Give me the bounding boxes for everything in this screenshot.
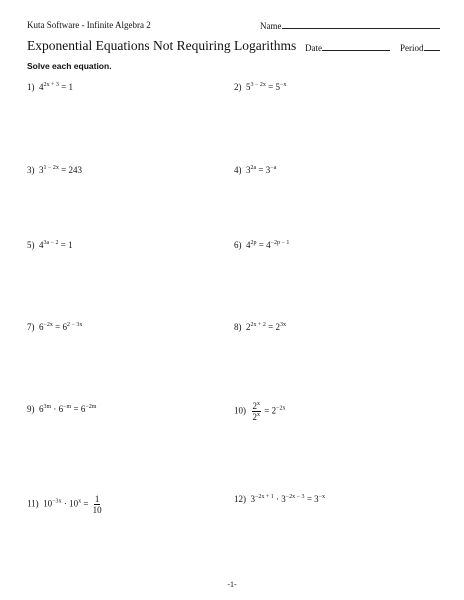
page-number: -1- [227, 580, 237, 589]
instructions: Solve each equation. [27, 61, 112, 71]
period-field [400, 42, 440, 53]
problem-number: 4) [234, 165, 242, 175]
software-label: Kuta Software - Infinite Algebra 2 [27, 20, 151, 30]
problem-number: 10) [234, 405, 246, 416]
period-line [424, 42, 440, 51]
problem-number: 5) [27, 240, 35, 250]
name-field [260, 20, 440, 31]
fraction: $\frac{1}{10}$ [92, 494, 102, 515]
problem-5: 5) $4^{3a - 2} = 1$ [27, 240, 73, 250]
problem-number: 6) [234, 240, 242, 250]
problem-6: 6) $4^{2p} = 4^{-2p - 1}$ [234, 240, 290, 250]
problem-1: 1) $4^{2x + 3} = 1$ [27, 82, 73, 92]
problem-number: 1) [27, 82, 35, 92]
problem-4: 4) $3^{2a} = 3^{-a}$ [234, 165, 277, 175]
problem-9: 9) $6^{3m} \cdot 6^{-m} = 6^{-2m}$ [27, 404, 97, 414]
name-label: Name [260, 21, 282, 31]
problem-number: 11) [27, 498, 39, 509]
date-line [322, 42, 390, 51]
problem-number: 12) [234, 494, 246, 504]
problem-number: 9) [27, 404, 35, 414]
problem-3: 3) $3^{1 - 2x} = 243$ [27, 165, 82, 175]
problem-8: 8) $2^{2x + 2} = 2^{3x}$ [234, 322, 286, 332]
fraction: $\frac{2^x}{2^x}$ [252, 401, 260, 422]
problem-11: 11) $10^{-3x} \cdot 10^x$ = $\frac{1}{10}$ [27, 494, 102, 515]
problem-12: 12) $3^{-2x + 1} \cdot 3^{-2x - 3} = 3^{-x}$ [234, 494, 326, 504]
problem-2: 2) $5^{3 - 2x} = 5^{-x}$ [234, 82, 287, 92]
problem-number: 3) [27, 165, 35, 175]
name-line [282, 20, 440, 29]
period-label: Period [400, 43, 424, 53]
problem-10: 10) $\frac{2^x}{2^x}$ = $2^{-2x}$ [234, 401, 286, 422]
worksheet-title: Exponential Equations Not Requiring Logarithms [27, 38, 297, 53]
problem-number: 2) [234, 82, 242, 92]
problem-7: 7) $6^{-2x} = 6^{2 - 3x}$ [27, 322, 83, 332]
date-field [305, 42, 390, 53]
date-label: Date [305, 43, 322, 53]
problem-number: 8) [234, 322, 242, 332]
problem-number: 7) [27, 322, 35, 332]
